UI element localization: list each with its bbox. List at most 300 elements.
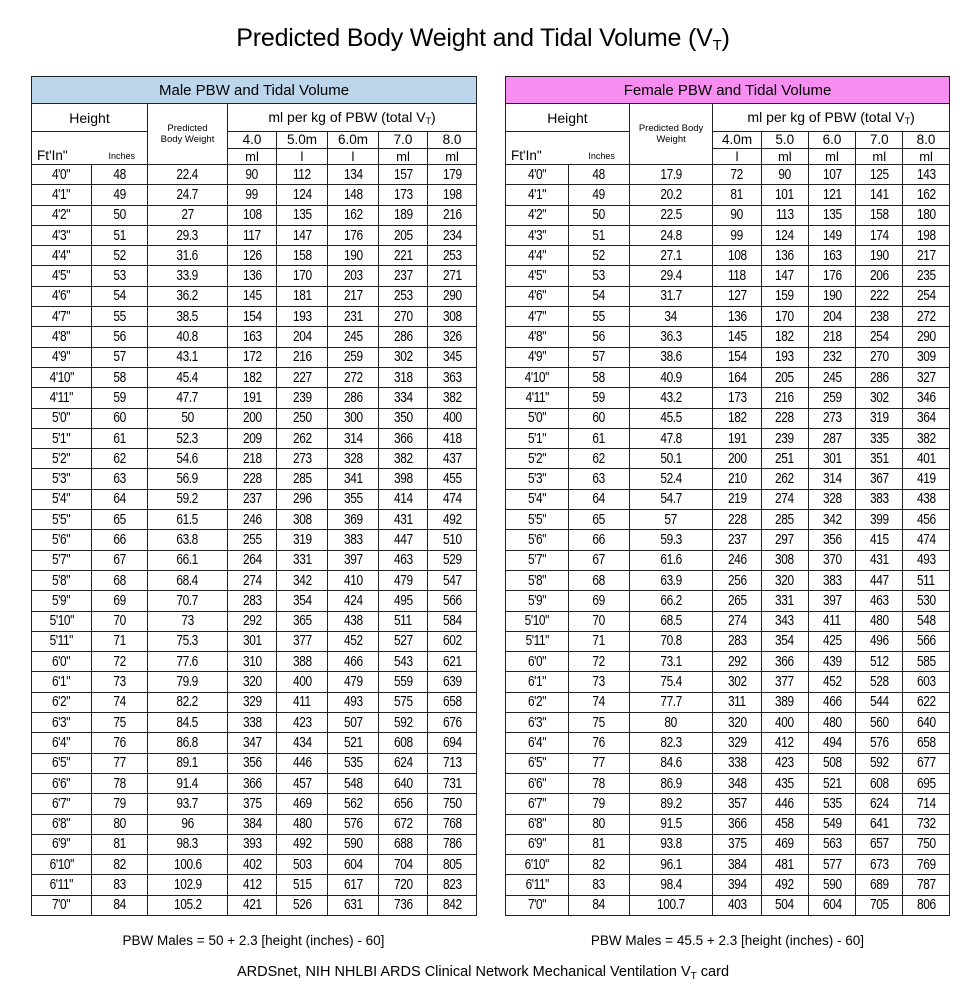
table-cell: 170 <box>277 266 328 286</box>
table-cell: 237 <box>713 530 762 550</box>
table-cell: 29.3 <box>148 225 228 245</box>
table-cell: 82 <box>92 855 148 875</box>
table-cell: 198 <box>903 225 950 245</box>
table-cell: 102.9 <box>148 875 228 895</box>
table-cell: 134 <box>328 165 379 185</box>
table-cell: 750 <box>428 794 477 814</box>
table-cell: 383 <box>856 489 903 509</box>
table-cell: 345 <box>428 347 477 367</box>
table-cell: 511 <box>379 611 428 631</box>
table-cell: 399 <box>856 510 903 530</box>
table-cell: 384 <box>228 814 277 834</box>
table-row <box>32 530 477 550</box>
table-row <box>32 713 477 733</box>
table-cell: 5'8" <box>32 570 92 590</box>
table-cell: 584 <box>428 611 477 631</box>
table-cell: 338 <box>713 753 762 773</box>
table-cell: 135 <box>808 205 856 225</box>
table-cell: 136 <box>228 266 277 286</box>
table-cell: 805 <box>428 855 477 875</box>
table-cell: 65 <box>92 510 148 530</box>
table-cell: 658 <box>903 733 950 753</box>
table-row <box>32 895 477 915</box>
height-header: Height <box>32 104 148 132</box>
table-cell: 842 <box>428 895 477 915</box>
table-cell: 55 <box>568 307 629 327</box>
table-row <box>506 591 950 611</box>
table-row <box>32 692 477 712</box>
table-row <box>506 469 950 489</box>
table-cell: 515 <box>277 875 328 895</box>
table-cell: 191 <box>713 428 762 448</box>
table-cell: 658 <box>428 692 477 712</box>
table-cell: 455 <box>428 469 477 489</box>
table-cell: 54 <box>568 286 629 306</box>
table-cell: 466 <box>808 692 856 712</box>
table-cell: 527 <box>379 631 428 651</box>
table-cell: 495 <box>379 591 428 611</box>
table-row <box>32 611 477 631</box>
table-cell: 73 <box>92 672 148 692</box>
table-cell: 179 <box>428 165 477 185</box>
table-cell: 124 <box>761 225 808 245</box>
table-cell: 91.4 <box>148 773 228 793</box>
table-cell: 77 <box>92 753 148 773</box>
table-cell: 70.8 <box>629 631 712 651</box>
table-cell: 511 <box>903 570 950 590</box>
table-cell: 36.3 <box>629 327 712 347</box>
table-cell: 367 <box>856 469 903 489</box>
table-cell: 62 <box>568 449 629 469</box>
table-cell: 34 <box>629 307 712 327</box>
table-cell: 493 <box>328 692 379 712</box>
table-cell: 5'6" <box>506 530 569 550</box>
table-row <box>506 773 950 793</box>
table-cell: 5'1" <box>32 428 92 448</box>
table-cell: 145 <box>713 327 762 347</box>
table-cell: 7'0" <box>506 895 569 915</box>
table-cell: 431 <box>856 550 903 570</box>
table-cell: 695 <box>903 773 950 793</box>
table-cell: 363 <box>428 367 477 387</box>
table-cell: 383 <box>808 570 856 590</box>
table-cell: 283 <box>228 591 277 611</box>
table-cell: 4'11" <box>506 388 569 408</box>
table-cell: 4'3" <box>506 225 569 245</box>
table-cell: 5'10" <box>32 611 92 631</box>
table-cell: 69 <box>92 591 148 611</box>
table-cell: 70.7 <box>148 591 228 611</box>
table-cell: 438 <box>328 611 379 631</box>
table-row <box>32 307 477 327</box>
table-cell: 603 <box>903 672 950 692</box>
table-cell: 370 <box>808 550 856 570</box>
table-cell: 5'1" <box>506 428 569 448</box>
table-row <box>506 428 950 448</box>
table-cell: 447 <box>379 530 428 550</box>
table-cell: 76 <box>92 733 148 753</box>
table-cell: 4'1" <box>32 185 92 205</box>
table-cell: 329 <box>228 692 277 712</box>
table-cell: 63 <box>92 469 148 489</box>
table-cell: 69 <box>568 591 629 611</box>
table-cell: 547 <box>428 570 477 590</box>
table-cell: 694 <box>428 733 477 753</box>
table-cell: 67 <box>568 550 629 570</box>
table-cell: 4'10" <box>32 367 92 387</box>
table-cell: 4'2" <box>32 205 92 225</box>
table-row <box>32 165 477 185</box>
table-cell: 435 <box>761 773 808 793</box>
table-cell: 474 <box>903 530 950 550</box>
table-cell: 6'1" <box>506 672 569 692</box>
table-cell: 216 <box>428 205 477 225</box>
table-cell: 82.2 <box>148 692 228 712</box>
table-cell: 24.7 <box>148 185 228 205</box>
table-cell: 245 <box>808 367 856 387</box>
table-cell: 302 <box>379 347 428 367</box>
table-cell: 383 <box>328 530 379 550</box>
table-cell: 274 <box>761 489 808 509</box>
table-cell: 327 <box>903 367 950 387</box>
table-cell: 56.9 <box>148 469 228 489</box>
table-cell: 331 <box>761 591 808 611</box>
vol-col-5-unit: ml <box>428 149 477 165</box>
table-cell: 79 <box>568 794 629 814</box>
table-cell: 38.6 <box>629 347 712 367</box>
table-cell: 5'5" <box>506 510 569 530</box>
table-cell: 108 <box>228 205 277 225</box>
table-row <box>32 469 477 489</box>
table-cell: 410 <box>328 570 379 590</box>
table-cell: 366 <box>713 814 762 834</box>
table-cell: 604 <box>808 895 856 915</box>
table-cell: 566 <box>903 631 950 651</box>
table-cell: 191 <box>228 388 277 408</box>
table-cell: 105.2 <box>148 895 228 915</box>
table-cell: 83 <box>568 875 629 895</box>
table-cell: 521 <box>808 773 856 793</box>
table-cell: 350 <box>379 408 428 428</box>
table-row <box>506 713 950 733</box>
table-cell: 369 <box>328 510 379 530</box>
table-cell: 216 <box>761 388 808 408</box>
male-table <box>31 76 477 916</box>
female-panel <box>505 76 950 916</box>
vol-col-1-unit: ml <box>228 149 277 165</box>
table-cell: 172 <box>228 347 277 367</box>
table-row <box>32 246 477 266</box>
table-cell: 688 <box>379 834 428 854</box>
table-cell: 47.7 <box>148 388 228 408</box>
table-cell: 592 <box>379 713 428 733</box>
table-cell: 100.6 <box>148 855 228 875</box>
table-cell: 113 <box>761 205 808 225</box>
table-cell: 438 <box>903 489 950 509</box>
table-row <box>506 631 950 651</box>
table-row <box>32 814 477 834</box>
table-cell: 228 <box>228 469 277 489</box>
table-cell: 65 <box>568 510 629 530</box>
table-cell: 64 <box>92 489 148 509</box>
table-cell: 63.9 <box>629 570 712 590</box>
table-cell: 72 <box>568 652 629 672</box>
table-cell: 585 <box>903 652 950 672</box>
table-cell: 617 <box>328 875 379 895</box>
table-cell: 259 <box>328 347 379 367</box>
ftin-label: Ft'In" <box>511 148 542 163</box>
table-cell: 256 <box>713 570 762 590</box>
table-cell: 334 <box>379 388 428 408</box>
table-cell: 56 <box>92 327 148 347</box>
table-cell: 6'10" <box>32 855 92 875</box>
table-row <box>506 367 950 387</box>
table-cell: 54 <box>92 286 148 306</box>
footer-credit: ARDSnet, NIH NHLBI ARDS Clinical Network Mechanical Ventilation $V_T$ card <box>236 964 730 982</box>
table-cell: 251 <box>761 449 808 469</box>
table-cell: 53 <box>92 266 148 286</box>
pbw-header: Predicted Body Weight <box>629 104 712 165</box>
ml-per-kg-header: ml per kg of PBW (total $V_T$) <box>228 104 477 132</box>
table-cell: 246 <box>228 510 277 530</box>
table-cell: 81 <box>568 834 629 854</box>
table-cell: 351 <box>856 449 903 469</box>
table-cell: 227 <box>277 367 328 387</box>
table-cell: 50 <box>568 205 629 225</box>
table-cell: 31.7 <box>629 286 712 306</box>
table-cell: 4'0" <box>506 165 569 185</box>
table-cell: 338 <box>228 713 277 733</box>
table-cell: 787 <box>903 875 950 895</box>
table-cell: 148 <box>328 185 379 205</box>
table-cell: 6'3" <box>32 713 92 733</box>
table-cell: 4'11" <box>32 388 92 408</box>
table-cell: 656 <box>379 794 428 814</box>
table-cell: 7'0" <box>32 895 92 915</box>
vol-col-2-top: 5.0m <box>277 132 328 149</box>
table-cell: 62 <box>92 449 148 469</box>
table-cell: 342 <box>277 570 328 590</box>
table-cell: 162 <box>328 205 379 225</box>
table-cell: 301 <box>808 449 856 469</box>
table-cell: 364 <box>903 408 950 428</box>
table-cell: 54.6 <box>148 449 228 469</box>
table-cell: 136 <box>761 246 808 266</box>
table-cell: 193 <box>761 347 808 367</box>
table-cell: 314 <box>808 469 856 489</box>
table-cell: 494 <box>808 733 856 753</box>
table-cell: 375 <box>228 794 277 814</box>
table-row <box>32 591 477 611</box>
table-cell: 480 <box>808 713 856 733</box>
table-cell: 89.2 <box>629 794 712 814</box>
table-row <box>506 307 950 327</box>
table-cell: 93.8 <box>629 834 712 854</box>
table-cell: 5'4" <box>506 489 569 509</box>
table-cell: 61 <box>92 428 148 448</box>
table-row <box>32 286 477 306</box>
table-cell: 335 <box>856 428 903 448</box>
table-cell: 492 <box>428 510 477 530</box>
table-cell: 731 <box>428 773 477 793</box>
table-cell: 463 <box>379 550 428 570</box>
table-row <box>506 814 950 834</box>
table-cell: 5'11" <box>32 631 92 651</box>
table-cell: 575 <box>379 692 428 712</box>
table-cell: 403 <box>713 895 762 915</box>
table-row <box>506 692 950 712</box>
table-cell: 52 <box>92 246 148 266</box>
table-cell: 6'1" <box>32 672 92 692</box>
table-cell: 77.7 <box>629 692 712 712</box>
table-cell: 480 <box>277 814 328 834</box>
table-cell: 318 <box>379 367 428 387</box>
table-cell: 45.5 <box>629 408 712 428</box>
table-cell: 147 <box>277 225 328 245</box>
table-cell: 274 <box>228 570 277 590</box>
table-cell: 480 <box>856 611 903 631</box>
table-cell: 70 <box>568 611 629 631</box>
table-cell: 72 <box>713 165 762 185</box>
table-cell: 4'1" <box>506 185 569 205</box>
table-row <box>32 327 477 347</box>
table-cell: 250 <box>277 408 328 428</box>
table-cell: 348 <box>713 773 762 793</box>
vol-col-1-top: 4.0m <box>713 132 762 149</box>
table-cell: 4'8" <box>506 327 569 347</box>
table-cell: 5'4" <box>32 489 92 509</box>
table-cell: 418 <box>428 428 477 448</box>
table-cell: 492 <box>761 875 808 895</box>
table-cell: 135 <box>277 205 328 225</box>
table-cell: 302 <box>856 388 903 408</box>
table-cell: 238 <box>856 307 903 327</box>
table-cell: 402 <box>228 855 277 875</box>
table-row <box>506 855 950 875</box>
table-cell: 264 <box>228 550 277 570</box>
table-cell: 52.4 <box>629 469 712 489</box>
male-panel <box>31 76 476 916</box>
table-cell: 474 <box>428 489 477 509</box>
table-row <box>506 652 950 672</box>
table-cell: 78 <box>92 773 148 793</box>
table-cell: 239 <box>761 428 808 448</box>
table-cell: 631 <box>328 895 379 915</box>
table-cell: 158 <box>856 205 903 225</box>
table-row <box>506 875 950 895</box>
table-cell: 560 <box>856 713 903 733</box>
table-cell: 355 <box>328 489 379 509</box>
table-cell: 356 <box>228 753 277 773</box>
table-cell: 320 <box>761 570 808 590</box>
table-cell: 40.9 <box>629 367 712 387</box>
table-cell: 71 <box>568 631 629 651</box>
table-cell: 4'4" <box>506 246 569 266</box>
table-row <box>506 834 950 854</box>
table-cell: 577 <box>808 855 856 875</box>
table-cell: 640 <box>379 773 428 793</box>
table-row <box>506 185 950 205</box>
table-cell: 216 <box>277 347 328 367</box>
table-row <box>32 652 477 672</box>
table-cell: 602 <box>428 631 477 651</box>
table-cell: 96 <box>148 814 228 834</box>
table-cell: 108 <box>713 246 762 266</box>
table-cell: 286 <box>856 367 903 387</box>
table-cell: 5'3" <box>506 469 569 489</box>
table-cell: 70 <box>92 611 148 631</box>
table-cell: 6'11" <box>32 875 92 895</box>
table-cell: 769 <box>903 855 950 875</box>
table-cell: 5'2" <box>32 449 92 469</box>
vol-col-4-unit: ml <box>379 149 428 165</box>
table-cell: 262 <box>761 469 808 489</box>
table-cell: 283 <box>713 631 762 651</box>
table-cell: 508 <box>808 753 856 773</box>
table-cell: 84 <box>568 895 629 915</box>
table-cell: 366 <box>379 428 428 448</box>
vol-col-1-unit: l <box>713 149 762 165</box>
table-cell: 61.6 <box>629 550 712 570</box>
table-cell: 141 <box>856 185 903 205</box>
table-cell: 689 <box>856 875 903 895</box>
table-cell: 377 <box>761 672 808 692</box>
table-cell: 4'2" <box>506 205 569 225</box>
table-cell: 154 <box>228 307 277 327</box>
table-cell: 182 <box>761 327 808 347</box>
table-cell: 452 <box>328 631 379 651</box>
table-cell: 51 <box>92 225 148 245</box>
table-row <box>506 570 950 590</box>
table-cell: 89.1 <box>148 753 228 773</box>
table-cell: 52.3 <box>148 428 228 448</box>
table-cell: 576 <box>328 814 379 834</box>
table-cell: 394 <box>713 875 762 895</box>
table-cell: 6'9" <box>506 834 569 854</box>
table-row <box>506 611 950 631</box>
table-cell: 82.3 <box>629 733 712 753</box>
table-cell: 4'4" <box>32 246 92 266</box>
table-cell: 292 <box>228 611 277 631</box>
table-cell: 456 <box>903 510 950 530</box>
table-cell: 6'11" <box>506 875 569 895</box>
table-cell: 273 <box>277 449 328 469</box>
table-cell: 200 <box>713 449 762 469</box>
table-cell: 61.5 <box>148 510 228 530</box>
table-cell: 6'3" <box>506 713 569 733</box>
table-cell: 720 <box>379 875 428 895</box>
table-cell: 400 <box>428 408 477 428</box>
table-cell: 59 <box>568 388 629 408</box>
table-cell: 81 <box>92 834 148 854</box>
table-cell: 388 <box>277 652 328 672</box>
table-cell: 342 <box>808 510 856 530</box>
vol-col-1-top: 4.0 <box>228 132 277 149</box>
male-band-title: Male PBW and Tidal Volume <box>32 77 477 104</box>
table-cell: 286 <box>379 327 428 347</box>
table-cell: 181 <box>277 286 328 306</box>
table-cell: 66.1 <box>148 550 228 570</box>
table-cell: 48 <box>92 165 148 185</box>
table-cell: 59.3 <box>629 530 712 550</box>
table-cell: 101 <box>761 185 808 205</box>
table-cell: 309 <box>903 347 950 367</box>
table-cell: 55 <box>92 307 148 327</box>
table-cell: 262 <box>277 428 328 448</box>
table-row <box>506 449 950 469</box>
table-cell: 292 <box>713 652 762 672</box>
table-cell: 66.2 <box>629 591 712 611</box>
